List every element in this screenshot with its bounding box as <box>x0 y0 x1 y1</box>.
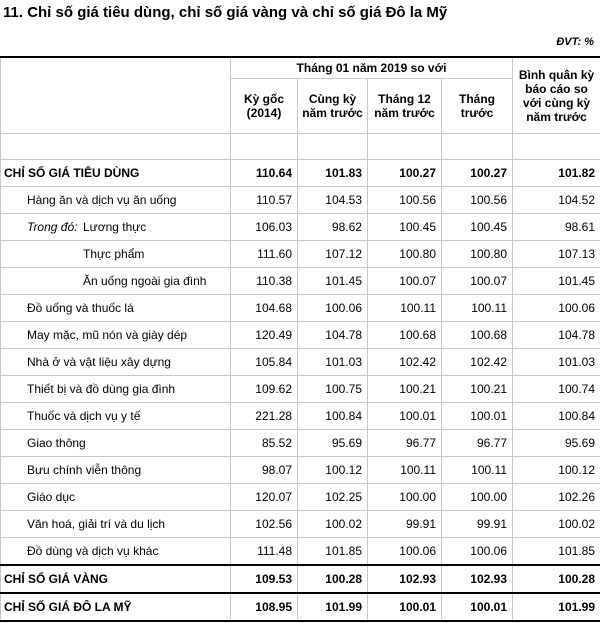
value-cell: 95.69 <box>298 430 368 457</box>
value-cell: 110.57 <box>231 187 298 214</box>
value-cell: 104.68 <box>231 295 298 322</box>
table-row <box>1 349 600 376</box>
value-cell: 109.62 <box>231 376 298 403</box>
value-cell: 100.80 <box>368 241 442 268</box>
value-cell: 105.84 <box>231 349 298 376</box>
value-cell: 102.93 <box>368 565 442 593</box>
header-average: Bình quân kỳ báo cáo so với cùng kỳ năm trước <box>513 57 600 134</box>
table-row <box>1 268 600 295</box>
value-cell: 101.99 <box>298 593 368 621</box>
value-cell: 101.45 <box>298 268 368 295</box>
value-cell: 100.11 <box>442 295 513 322</box>
value-cell: 100.45 <box>442 214 513 241</box>
header-col-prev-month: Tháng trước <box>442 79 513 134</box>
row-label: Ăn uống ngoài gia đình <box>79 268 231 295</box>
unit-label: ĐVT: % <box>556 36 594 48</box>
table-row <box>1 538 600 566</box>
value-cell: 98.62 <box>298 214 368 241</box>
value-cell: 101.85 <box>513 538 600 566</box>
value-cell: 98.61 <box>513 214 600 241</box>
value-cell: 100.56 <box>368 187 442 214</box>
value-cell: 99.91 <box>442 511 513 538</box>
value-cell: 96.77 <box>442 430 513 457</box>
row-label: CHỈ SỐ GIÁ TIÊU DÙNG <box>1 160 231 187</box>
value-cell: 106.03 <box>231 214 298 241</box>
table-row <box>1 403 600 430</box>
value-cell: 100.02 <box>513 511 600 538</box>
row-label: Văn hoá, giải trí và du lịch <box>23 511 231 538</box>
row-label: Thực phẩm <box>79 241 231 268</box>
value-cell: 120.07 <box>231 484 298 511</box>
value-cell: 100.28 <box>298 565 368 593</box>
value-cell: 107.13 <box>513 241 600 268</box>
value-cell: 104.52 <box>513 187 600 214</box>
value-cell: 100.01 <box>368 593 442 621</box>
value-cell: 100.00 <box>442 484 513 511</box>
value-cell: 100.84 <box>298 403 368 430</box>
value-cell: 101.82 <box>513 160 600 187</box>
value-cell: 100.01 <box>368 403 442 430</box>
value-cell: 107.12 <box>298 241 368 268</box>
value-cell: 100.00 <box>368 484 442 511</box>
table-row <box>1 376 600 403</box>
table-row <box>1 430 600 457</box>
value-cell: 98.07 <box>231 457 298 484</box>
value-cell: 100.68 <box>368 322 442 349</box>
row-prefix: Trong đó: <box>23 214 79 241</box>
row-label: Hàng ăn và dịch vụ ăn uống <box>23 187 231 214</box>
value-cell: 102.56 <box>231 511 298 538</box>
value-cell: 100.74 <box>513 376 600 403</box>
value-cell: 100.28 <box>513 565 600 593</box>
value-cell: 100.80 <box>442 241 513 268</box>
value-cell: 102.25 <box>298 484 368 511</box>
value-cell: 104.78 <box>513 322 600 349</box>
value-cell: 100.07 <box>368 268 442 295</box>
table-row <box>1 241 600 268</box>
value-cell: 100.12 <box>298 457 368 484</box>
table-row <box>1 187 600 214</box>
value-cell: 110.38 <box>231 268 298 295</box>
value-cell: 85.52 <box>231 430 298 457</box>
row-label: Giáo dục <box>23 484 231 511</box>
value-cell: 101.83 <box>298 160 368 187</box>
header-group: Tháng 01 năm 2019 so với <box>231 57 513 79</box>
value-cell: 101.45 <box>513 268 600 295</box>
table-body <box>1 160 600 622</box>
value-cell: 101.85 <box>298 538 368 566</box>
value-cell: 100.06 <box>368 538 442 566</box>
value-cell: 102.26 <box>513 484 600 511</box>
value-cell: 102.42 <box>368 349 442 376</box>
value-cell: 101.99 <box>513 593 600 621</box>
value-cell: 100.12 <box>513 457 600 484</box>
value-cell: 95.69 <box>513 430 600 457</box>
table-row <box>1 457 600 484</box>
value-cell: 100.11 <box>368 295 442 322</box>
value-cell: 104.53 <box>298 187 368 214</box>
value-cell: 100.68 <box>442 322 513 349</box>
row-label: Đồ dùng và dịch vụ khác <box>23 538 231 566</box>
value-cell: 109.53 <box>231 565 298 593</box>
row-label: Thuốc và dịch vụ y tế <box>23 403 231 430</box>
table-row <box>1 160 600 187</box>
value-cell: 100.84 <box>513 403 600 430</box>
row-label: Thiết bị và đồ dùng gia đình <box>23 376 231 403</box>
value-cell: 96.77 <box>368 430 442 457</box>
cpi-table <box>0 56 600 622</box>
value-cell: 100.75 <box>298 376 368 403</box>
value-cell: 111.60 <box>231 241 298 268</box>
value-cell: 100.45 <box>368 214 442 241</box>
value-cell: 120.49 <box>231 322 298 349</box>
table-row <box>1 322 600 349</box>
header-col-same-period: Cùng kỳ năm trước <box>298 79 368 134</box>
value-cell: 111.48 <box>231 538 298 566</box>
value-cell: 100.21 <box>368 376 442 403</box>
row-label: CHỈ SỐ GIÁ VÀNG <box>1 565 231 593</box>
table-row <box>1 214 600 241</box>
value-cell: 100.07 <box>442 268 513 295</box>
row-label: May mặc, mũ nón và giày dép <box>23 322 231 349</box>
value-cell: 101.03 <box>513 349 600 376</box>
value-cell: 100.21 <box>442 376 513 403</box>
table-row <box>1 295 600 322</box>
value-cell: 100.06 <box>298 295 368 322</box>
row-label: Đồ uống và thuốc lá <box>23 295 231 322</box>
row-label: Nhà ở và vật liệu xây dựng <box>23 349 231 376</box>
value-cell: 100.56 <box>442 187 513 214</box>
value-cell: 101.03 <box>298 349 368 376</box>
value-cell: 102.42 <box>442 349 513 376</box>
row-label: CHỈ SỐ GIÁ ĐÔ LA MỸ <box>1 593 231 621</box>
value-cell: 110.64 <box>231 160 298 187</box>
value-cell: 100.01 <box>442 403 513 430</box>
value-cell: 100.06 <box>513 295 600 322</box>
value-cell: 100.11 <box>442 457 513 484</box>
header-col-dec: Tháng 12 năm trước <box>368 79 442 134</box>
value-cell: 99.91 <box>368 511 442 538</box>
header-col-base: Kỳ gốc (2014) <box>231 79 298 134</box>
value-cell: 100.01 <box>442 593 513 621</box>
value-cell: 100.02 <box>298 511 368 538</box>
value-cell: 100.27 <box>368 160 442 187</box>
value-cell: 221.28 <box>231 403 298 430</box>
value-cell: 100.06 <box>442 538 513 566</box>
value-cell: 108.95 <box>231 593 298 621</box>
row-label: Bưu chính viễn thông <box>23 457 231 484</box>
value-cell: 102.93 <box>442 565 513 593</box>
table-row <box>1 593 600 621</box>
table-row <box>1 565 600 593</box>
value-cell: 100.27 <box>442 160 513 187</box>
row-label: Giao thông <box>23 430 231 457</box>
page-title: 11. Chỉ số giá tiêu dùng, chỉ số giá vàng và chỉ số giá Đô la Mỹ <box>3 4 448 21</box>
value-cell: 100.11 <box>368 457 442 484</box>
row-label: Lương thực <box>79 214 231 241</box>
table-row <box>1 511 600 538</box>
value-cell: 104.78 <box>298 322 368 349</box>
table-row <box>1 484 600 511</box>
